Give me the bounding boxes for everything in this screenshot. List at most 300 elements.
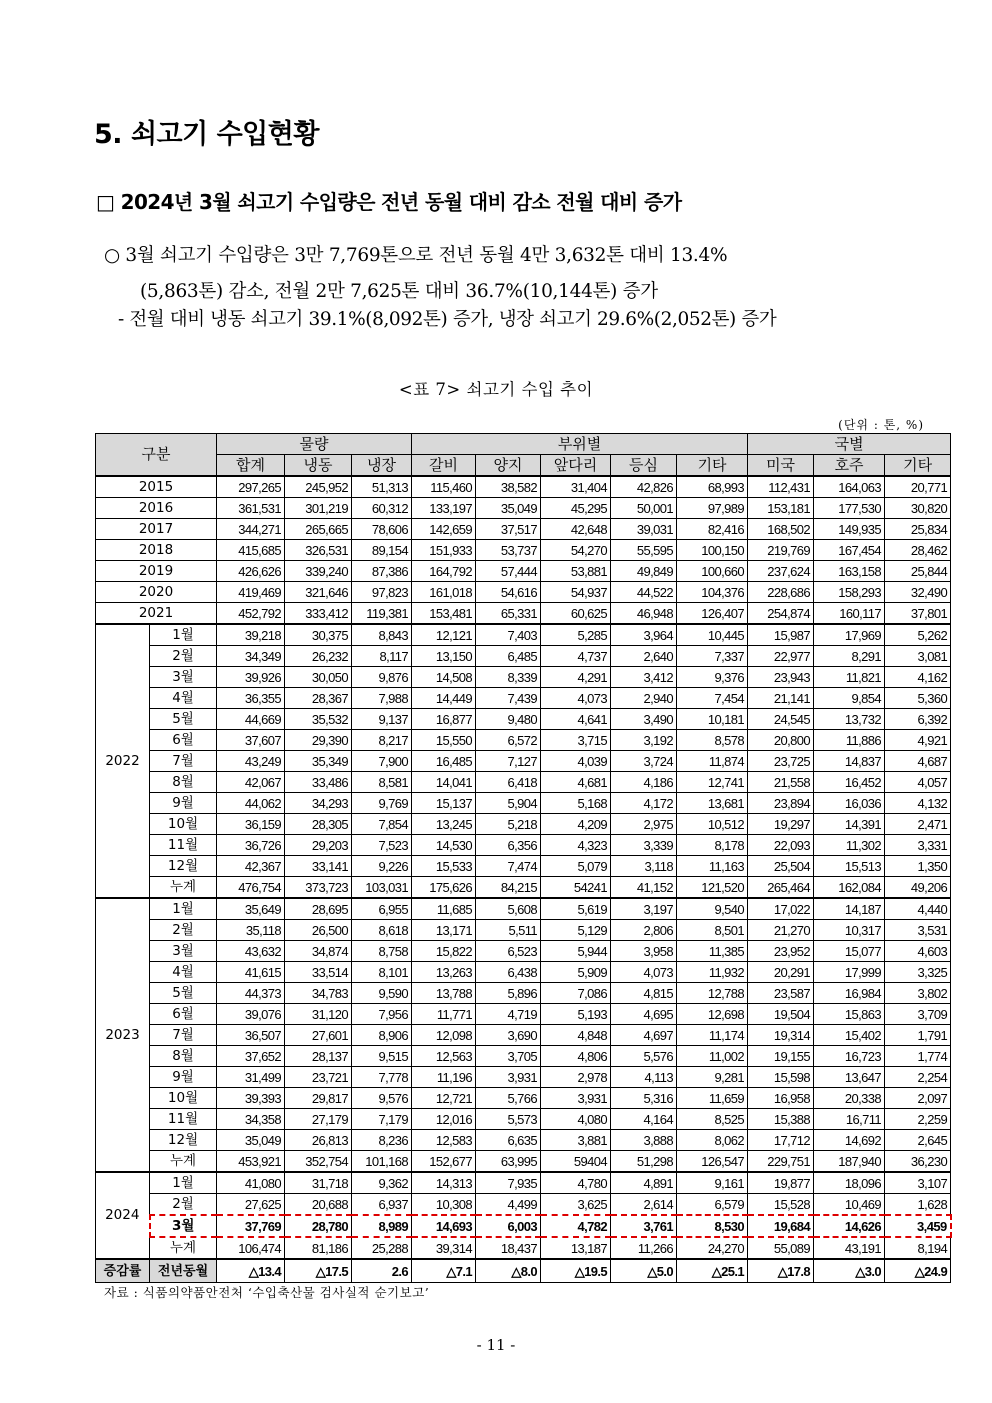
table-cell: 4,681	[541, 772, 611, 793]
month-label: 3월	[150, 667, 217, 688]
table-cell: 163,158	[814, 561, 885, 582]
month-label: 10월	[150, 814, 217, 835]
month-label: 4월	[150, 962, 217, 983]
table-cell: 16,877	[412, 709, 476, 730]
table-cell: 4,921	[885, 730, 951, 751]
table-cell: 13,732	[814, 709, 885, 730]
table-cell: 31,404	[541, 476, 611, 498]
summary-line-1: ○ 3월 쇠고기 수입량은 3만 7,769톤으로 전년 동월 4만 3,632톤 대비 13.4%	[104, 245, 728, 266]
table-cell: 8,062	[677, 1130, 748, 1151]
table-cell: 5,079	[541, 856, 611, 877]
table-cell: 6,003	[476, 1215, 541, 1237]
table-cell: 21,270	[748, 920, 814, 941]
table-cell: 167,454	[814, 540, 885, 561]
table-cell: 42,826	[611, 476, 677, 498]
table-cell: 20,688	[285, 1194, 352, 1216]
table-cell: 7,454	[677, 688, 748, 709]
table-cell: 10,445	[677, 624, 748, 646]
table-row	[96, 646, 951, 667]
table-cell: 9,281	[677, 1067, 748, 1088]
table-cell: 9,876	[352, 667, 412, 688]
table-cell: 13,681	[677, 793, 748, 814]
month-label: 4월	[150, 688, 217, 709]
table-cell: 6,955	[352, 898, 412, 920]
table-cell: 17,999	[814, 962, 885, 983]
table-cell: 321,646	[285, 582, 352, 603]
table-cell: 162,084	[814, 877, 885, 899]
table-cell: 21,141	[748, 688, 814, 709]
table-cell: 11,932	[677, 962, 748, 983]
table-cell: 344,271	[217, 519, 285, 540]
table-cell: 29,203	[285, 835, 352, 856]
row-label: 2015	[96, 476, 217, 498]
table-row	[96, 856, 951, 877]
table-cell: 161,018	[412, 582, 476, 603]
table-cell: 25,834	[885, 519, 951, 540]
table-cell: 14,041	[412, 772, 476, 793]
table-cell: 36,507	[217, 1025, 285, 1046]
rate-cell: △24.9	[885, 1259, 951, 1283]
rate-cell: △19.5	[541, 1259, 611, 1283]
table-cell: 14,508	[412, 667, 476, 688]
table-row	[96, 561, 951, 582]
table-cell: 6,523	[476, 941, 541, 962]
table-cell: 12,721	[412, 1088, 476, 1109]
table-cell: 3,958	[611, 941, 677, 962]
table-cell: 19,297	[748, 814, 814, 835]
table-cell: 57,444	[476, 561, 541, 582]
table-cell: 14,693	[412, 1215, 476, 1237]
table-cell: 15,863	[814, 1004, 885, 1025]
table-cell: 352,754	[285, 1151, 352, 1173]
table-cell: 16,452	[814, 772, 885, 793]
table-cell: 32,490	[885, 582, 951, 603]
table-cell: 8,339	[476, 667, 541, 688]
table-cell: 3,888	[611, 1130, 677, 1151]
table-cell: 112,431	[748, 476, 814, 498]
table-cell: 44,522	[611, 582, 677, 603]
table-cell: 16,485	[412, 751, 476, 772]
table-cell: 36,230	[885, 1151, 951, 1173]
table-cell: 265,464	[748, 877, 814, 899]
table-cell: 9,362	[352, 1172, 412, 1194]
table-cell: 4,815	[611, 983, 677, 1004]
table-cell: 41,615	[217, 962, 285, 983]
table-cell: 9,161	[677, 1172, 748, 1194]
table-cell: 3,709	[885, 1004, 951, 1025]
table-row	[96, 983, 951, 1004]
table-cell: 153,181	[748, 498, 814, 519]
table-cell: 14,837	[814, 751, 885, 772]
table-cell: 28,305	[285, 814, 352, 835]
rate-cell: △5.0	[611, 1259, 677, 1283]
table-cell: 2,614	[611, 1194, 677, 1216]
table-cell: 104,376	[677, 582, 748, 603]
rate-cell: △13.4	[217, 1259, 285, 1283]
column-header: 냉장	[352, 455, 412, 477]
month-label: 1월	[150, 1172, 217, 1194]
table-row	[96, 519, 951, 540]
table-cell: 121,520	[677, 877, 748, 899]
table-cell: 5,168	[541, 793, 611, 814]
table-cell: 20,338	[814, 1088, 885, 1109]
table-cell: 42,367	[217, 856, 285, 877]
table-cell: 11,002	[677, 1046, 748, 1067]
table-cell: 43,249	[217, 751, 285, 772]
month-label: 누계	[150, 1237, 217, 1259]
table-cell: 254,874	[748, 603, 814, 625]
table-cell: 5,129	[541, 920, 611, 941]
table-cell: 20,291	[748, 962, 814, 983]
table-cell: 103,031	[352, 877, 412, 899]
table-row	[96, 772, 951, 793]
table-cell: 26,232	[285, 646, 352, 667]
table-cell: 8,581	[352, 772, 412, 793]
table-cell: 8,117	[352, 646, 412, 667]
month-label: 2월	[150, 1194, 217, 1216]
table-cell: 42,648	[541, 519, 611, 540]
table-cell: 4,039	[541, 751, 611, 772]
table-cell: 3,490	[611, 709, 677, 730]
month-label: 누계	[150, 877, 217, 899]
table-cell: 3,761	[611, 1215, 677, 1237]
table-cell: 87,386	[352, 561, 412, 582]
month-label: 11월	[150, 835, 217, 856]
table-cell: 2,471	[885, 814, 951, 835]
table-row	[96, 730, 951, 751]
table-cell: 10,181	[677, 709, 748, 730]
table-cell: 23,725	[748, 751, 814, 772]
table-cell: 42,067	[217, 772, 285, 793]
table-cell: 452,792	[217, 603, 285, 625]
table-cell: 60,312	[352, 498, 412, 519]
table-cell: 3,459	[885, 1215, 951, 1237]
table-cell: 37,517	[476, 519, 541, 540]
month-label: 5월	[150, 983, 217, 1004]
table-cell: 126,407	[677, 603, 748, 625]
table-cell: 12,788	[677, 983, 748, 1004]
column-header: 갈비	[412, 455, 476, 477]
table-cell: 8,194	[885, 1237, 951, 1259]
table-cell: 3,118	[611, 856, 677, 877]
month-label: 1월	[150, 624, 217, 646]
table-cell: 37,801	[885, 603, 951, 625]
table-cell: 53,881	[541, 561, 611, 582]
table-cell: 8,618	[352, 920, 412, 941]
table-cell: 12,583	[412, 1130, 476, 1151]
table-cell: 11,385	[677, 941, 748, 962]
table-cell: 28,367	[285, 688, 352, 709]
row-label: 2020	[96, 582, 217, 603]
table-cell: 373,723	[285, 877, 352, 899]
row-label: 2019	[96, 561, 217, 582]
table-cell: 160,117	[814, 603, 885, 625]
table-cell: 9,769	[352, 793, 412, 814]
table-cell: 22,977	[748, 646, 814, 667]
table-cell: 39,926	[217, 667, 285, 688]
column-header: 기타	[677, 455, 748, 477]
table-cell: 49,206	[885, 877, 951, 899]
table-cell: 19,877	[748, 1172, 814, 1194]
year-label: 2022	[96, 624, 150, 898]
table-cell: 153,481	[412, 603, 476, 625]
table-cell: 133,197	[412, 498, 476, 519]
table-cell: 4,164	[611, 1109, 677, 1130]
table-cell: 7,900	[352, 751, 412, 772]
table-cell: 19,684	[748, 1215, 814, 1237]
table-cell: 34,293	[285, 793, 352, 814]
table-cell: 14,692	[814, 1130, 885, 1151]
table-cell: 33,141	[285, 856, 352, 877]
table-row	[96, 603, 951, 625]
table-cell: 2,645	[885, 1130, 951, 1151]
summary-line-2: (5,863톤) 감소, 전월 2만 7,625톤 대비 36.7%(10,144톤) 증가	[140, 281, 658, 302]
table-cell: 30,820	[885, 498, 951, 519]
table-cell: 2,975	[611, 814, 677, 835]
table-cell: 14,313	[412, 1172, 476, 1194]
table-cell: 8,236	[352, 1130, 412, 1151]
table-row	[96, 582, 951, 603]
table-cell: 8,906	[352, 1025, 412, 1046]
table-cell: 9,515	[352, 1046, 412, 1067]
table-caption: <표 7> 쇠고기 수입 추이	[398, 380, 594, 399]
table-cell: 8,178	[677, 835, 748, 856]
table-cell: 23,943	[748, 667, 814, 688]
table-cell: 4,186	[611, 772, 677, 793]
table-row	[96, 498, 951, 519]
table-cell: 36,726	[217, 835, 285, 856]
table-cell: 12,698	[677, 1004, 748, 1025]
month-label: 8월	[150, 1046, 217, 1067]
table-row	[96, 751, 951, 772]
table-cell: 9,480	[476, 709, 541, 730]
table-row	[96, 877, 951, 899]
table-cell: 7,988	[352, 688, 412, 709]
table-cell: 43,632	[217, 941, 285, 962]
table-cell: 28,462	[885, 540, 951, 561]
table-cell: 476,754	[217, 877, 285, 899]
table-cell: 63,995	[476, 1151, 541, 1173]
table-cell: 16,958	[748, 1088, 814, 1109]
table-cell: 9,540	[677, 898, 748, 920]
table-cell: 11,196	[412, 1067, 476, 1088]
month-label: 2월	[150, 646, 217, 667]
table-cell: 39,218	[217, 624, 285, 646]
table-cell: 34,358	[217, 1109, 285, 1130]
month-label: 3월	[150, 1215, 217, 1237]
table-cell: 7,854	[352, 814, 412, 835]
table-cell: 11,163	[677, 856, 748, 877]
table-row	[96, 1172, 951, 1194]
month-label: 9월	[150, 793, 217, 814]
table-cell: 5,573	[476, 1109, 541, 1130]
table-cell: 228,686	[748, 582, 814, 603]
table-cell: 22,093	[748, 835, 814, 856]
table-cell: 26,500	[285, 920, 352, 941]
table-row	[96, 1237, 951, 1259]
table-cell: 3,325	[885, 962, 951, 983]
table-body	[96, 476, 951, 1283]
table-cell: 81,186	[285, 1237, 352, 1259]
table-cell: 1,628	[885, 1194, 951, 1216]
column-header: 합계	[217, 455, 285, 477]
column-header: 양지	[476, 455, 541, 477]
table-cell: 39,393	[217, 1088, 285, 1109]
table-cell: 5,944	[541, 941, 611, 962]
table-cell: 7,439	[476, 688, 541, 709]
table-row	[96, 793, 951, 814]
table-cell: 164,792	[412, 561, 476, 582]
table-cell: 3,931	[476, 1067, 541, 1088]
table-cell: 219,769	[748, 540, 814, 561]
table-cell: 14,391	[814, 814, 885, 835]
month-label: 10월	[150, 1088, 217, 1109]
table-cell: 12,121	[412, 624, 476, 646]
table-cell: 3,412	[611, 667, 677, 688]
table-cell: 15,137	[412, 793, 476, 814]
month-label: 9월	[150, 1067, 217, 1088]
table-cell: 7,778	[352, 1067, 412, 1088]
table-cell: 326,531	[285, 540, 352, 561]
column-header: 기타	[885, 455, 951, 477]
table-cell: 18,437	[476, 1237, 541, 1259]
table-row	[96, 1025, 951, 1046]
column-header: 호주	[814, 455, 885, 477]
month-label: 5월	[150, 709, 217, 730]
table-cell: 4,848	[541, 1025, 611, 1046]
table-cell: 35,532	[285, 709, 352, 730]
table-cell: 44,669	[217, 709, 285, 730]
table-cell: 41,080	[217, 1172, 285, 1194]
table-cell: 35,349	[285, 751, 352, 772]
header-country: 국별	[748, 434, 951, 455]
table-cell: 28,695	[285, 898, 352, 920]
column-header: 앞다리	[541, 455, 611, 477]
rate-cell: △25.1	[677, 1259, 748, 1283]
table-cell: 4,080	[541, 1109, 611, 1130]
table-cell: 4,113	[611, 1067, 677, 1088]
table-cell: 45,295	[541, 498, 611, 519]
month-label: 6월	[150, 730, 217, 751]
table-cell: 4,323	[541, 835, 611, 856]
table-cell: 8,989	[352, 1215, 412, 1237]
table-row	[96, 1004, 951, 1025]
table-cell: 3,881	[541, 1130, 611, 1151]
table-row	[96, 1046, 951, 1067]
table-cell: 28,137	[285, 1046, 352, 1067]
table-cell: 5,511	[476, 920, 541, 941]
table-cell: 8,217	[352, 730, 412, 751]
column-header: 등심	[611, 455, 677, 477]
table-cell: 8,101	[352, 962, 412, 983]
table-cell: 13,263	[412, 962, 476, 983]
table-cell: 97,989	[677, 498, 748, 519]
table-cell: 51,298	[611, 1151, 677, 1173]
table-cell: 151,933	[412, 540, 476, 561]
table-cell: 27,625	[217, 1194, 285, 1216]
table-row	[96, 1151, 951, 1173]
table-cell: 8,525	[677, 1109, 748, 1130]
table-cell: 53,737	[476, 540, 541, 561]
table-cell: 12,741	[677, 772, 748, 793]
row-label: 2021	[96, 603, 217, 625]
table-cell: 37,607	[217, 730, 285, 751]
table-cell: 7,474	[476, 856, 541, 877]
table-cell: 46,948	[611, 603, 677, 625]
table-cell: 5,608	[476, 898, 541, 920]
table-cell: 34,783	[285, 983, 352, 1004]
table-cell: 7,337	[677, 646, 748, 667]
summary-heading: □ 2024년 3월 쇠고기 수입량은 전년 동월 대비 감소 전월 대비 증가	[96, 190, 682, 214]
table-cell: 100,150	[677, 540, 748, 561]
table-cell: 419,469	[217, 582, 285, 603]
table-cell: 2,978	[541, 1067, 611, 1088]
table-cell: 5,193	[541, 1004, 611, 1025]
table-cell: 4,440	[885, 898, 951, 920]
table-cell: 97,823	[352, 582, 412, 603]
table-cell: 34,874	[285, 941, 352, 962]
month-label: 3월	[150, 941, 217, 962]
table-cell: 27,601	[285, 1025, 352, 1046]
table-cell: 5,904	[476, 793, 541, 814]
column-header: 미국	[748, 455, 814, 477]
header-category: 구분	[96, 434, 217, 477]
rate-label: 증감률	[96, 1259, 150, 1283]
table-cell: 29,817	[285, 1088, 352, 1109]
rate-cell: 2.6	[352, 1259, 412, 1283]
table-row	[96, 1067, 951, 1088]
table-cell: 24,545	[748, 709, 814, 730]
table-cell: 5,218	[476, 814, 541, 835]
table-cell: 44,373	[217, 983, 285, 1004]
table-cell: 168,502	[748, 519, 814, 540]
table-cell: 14,626	[814, 1215, 885, 1237]
row-label: 2016	[96, 498, 217, 519]
table-cell: 30,050	[285, 667, 352, 688]
table-cell: 11,266	[611, 1237, 677, 1259]
table-cell: 149,935	[814, 519, 885, 540]
month-label: 6월	[150, 1004, 217, 1025]
table-cell: 4,209	[541, 814, 611, 835]
table-row	[96, 1215, 951, 1237]
table-cell: 142,659	[412, 519, 476, 540]
table-cell: 177,530	[814, 498, 885, 519]
table-cell: 6,635	[476, 1130, 541, 1151]
table-cell: 6,485	[476, 646, 541, 667]
table-cell: 31,120	[285, 1004, 352, 1025]
table-cell: 7,523	[352, 835, 412, 856]
table-cell: 101,168	[352, 1151, 412, 1173]
table-cell: 26,813	[285, 1130, 352, 1151]
table-cell: 6,572	[476, 730, 541, 751]
table-cell: 339,240	[285, 561, 352, 582]
table-cell: 2,097	[885, 1088, 951, 1109]
table-cell: 11,886	[814, 730, 885, 751]
table-cell: 6,579	[677, 1194, 748, 1216]
table-cell: 33,486	[285, 772, 352, 793]
table-cell: 18,096	[814, 1172, 885, 1194]
table-cell: 15,598	[748, 1067, 814, 1088]
table-cell: 31,499	[217, 1067, 285, 1088]
source-note: 자료 : 식품의약품안전처 ‘수입축산물 검사실적 순기보고’	[104, 1285, 430, 1300]
table-cell: 13,788	[412, 983, 476, 1004]
table-cell: 4,057	[885, 772, 951, 793]
table-cell: 13,245	[412, 814, 476, 835]
table-cell: 23,894	[748, 793, 814, 814]
table-cell: 14,530	[412, 835, 476, 856]
table-cell: 9,854	[814, 688, 885, 709]
table-cell: 51,313	[352, 476, 412, 498]
